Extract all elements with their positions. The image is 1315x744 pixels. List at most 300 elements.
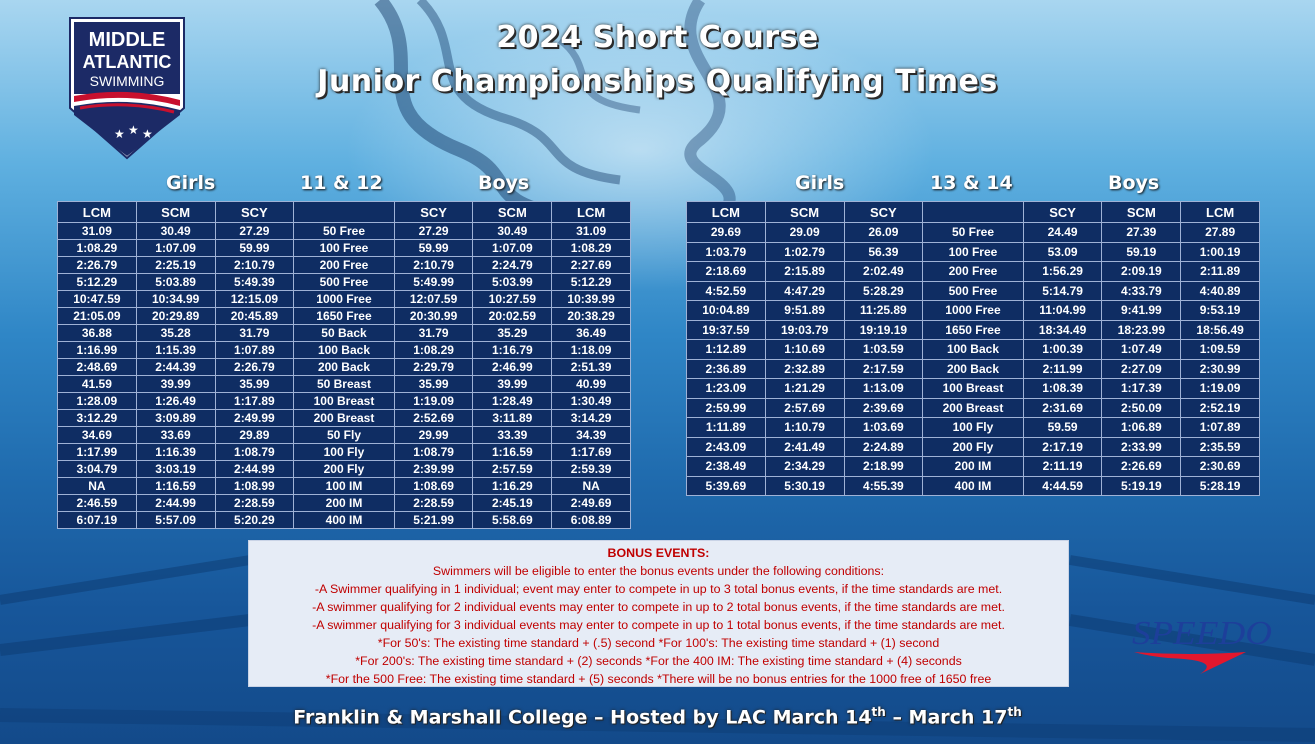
table-row: [58, 240, 631, 257]
age-label-11-12: 11 & 12: [300, 172, 383, 194]
time-cell: 20:02.59: [473, 308, 552, 325]
table-row: [687, 379, 1260, 399]
event-name-cell: 200 Breast: [294, 410, 394, 427]
time-cell: 2:27.09: [1102, 359, 1181, 379]
time-cell: 4:40.89: [1181, 281, 1260, 301]
time-cell: 31.09: [58, 223, 137, 240]
time-cell: 1:07.89: [215, 342, 294, 359]
bonus-line: *For 50's: The existing time standard + (.5) second *For 100's: The existing time standard + (1) second: [377, 636, 940, 650]
time-cell: 6:08.89: [552, 512, 631, 529]
svg-text:★: ★: [128, 123, 139, 137]
event-name-cell: 200 IM: [923, 457, 1023, 477]
time-cell: 5:57.09: [136, 512, 215, 529]
time-cell: 1:00.39: [1023, 340, 1102, 360]
time-cell: 1:16.79: [473, 342, 552, 359]
bonus-heading: BONUS EVENTS:: [607, 546, 710, 560]
time-cell: 10:47.59: [58, 291, 137, 308]
time-cell: 2:46.59: [58, 495, 137, 512]
column-header: SCM: [765, 202, 844, 223]
time-cell: 36.88: [58, 325, 137, 342]
time-cell: 2:24.89: [844, 437, 923, 457]
time-cell: 2:11.89: [1181, 262, 1260, 282]
time-cell: 19:19.19: [844, 320, 923, 340]
time-cell: 12:07.59: [394, 291, 473, 308]
time-cell: NA: [552, 478, 631, 495]
bonus-line: -A swimmer qualifying for 2 individual events may enter to compete in up to 2 total bonus events, if the time standards are met.: [312, 600, 1005, 614]
time-cell: 18:56.49: [1181, 320, 1260, 340]
time-cell: 2:30.99: [1181, 359, 1260, 379]
time-cell: 35.99: [215, 376, 294, 393]
time-cell: 1:13.09: [844, 379, 923, 399]
time-cell: 5:28.29: [844, 281, 923, 301]
table-row: [687, 281, 1260, 301]
time-cell: 1:23.09: [687, 379, 766, 399]
time-cell: 3:09.89: [136, 410, 215, 427]
time-cell: 10:34.99: [136, 291, 215, 308]
time-cell: 2:39.99: [394, 461, 473, 478]
time-cell: 10:39.99: [552, 291, 631, 308]
time-cell: 1:15.39: [136, 342, 215, 359]
table-row: [687, 437, 1260, 457]
time-cell: 1:17.99: [58, 444, 137, 461]
time-cell: 2:31.69: [1023, 398, 1102, 418]
time-cell: 35.28: [136, 325, 215, 342]
event-name-cell: 100 IM: [294, 478, 394, 495]
event-name-cell: 200 Free: [294, 257, 394, 274]
time-cell: 1:08.69: [394, 478, 473, 495]
time-cell: 2:44.39: [136, 359, 215, 376]
time-cell: 2:18.99: [844, 457, 923, 477]
page-title-line1: 2024 Short Course: [496, 20, 819, 55]
time-cell: 2:45.19: [473, 495, 552, 512]
time-cell: 2:52.19: [1181, 398, 1260, 418]
time-cell: 5:12.29: [552, 274, 631, 291]
time-cell: 5:21.99: [394, 512, 473, 529]
column-header: SCY: [215, 202, 294, 223]
event-name-cell: 1650 Free: [294, 308, 394, 325]
time-cell: 5:39.69: [687, 476, 766, 496]
time-cell: 2:25.19: [136, 257, 215, 274]
event-name-cell: 50 Free: [294, 223, 394, 240]
bonus-line: *For the 500 Free: The existing time standard + (5) seconds *There will be no bonus entries for the 1000 free of 1650 free: [325, 672, 992, 686]
table-row: [687, 320, 1260, 340]
time-cell: 1:08.79: [394, 444, 473, 461]
time-cell: 1:03.79: [687, 242, 766, 262]
column-header: LCM: [687, 202, 766, 223]
time-cell: 1:19.09: [394, 393, 473, 410]
time-cell: 1:06.89: [1102, 418, 1181, 438]
table-row: [58, 291, 631, 308]
bonus-line: Swimmers will be eligible to enter the bonus events under the following conditions:: [432, 564, 885, 578]
time-cell: 2:32.89: [765, 359, 844, 379]
table-row: [58, 461, 631, 478]
time-cell: 59.19: [1102, 242, 1181, 262]
table-row: [58, 257, 631, 274]
time-cell: 10:04.89: [687, 301, 766, 321]
time-cell: NA: [58, 478, 137, 495]
time-cell: 2:15.89: [765, 262, 844, 282]
time-cell: 6:07.19: [58, 512, 137, 529]
time-cell: 18:34.49: [1023, 320, 1102, 340]
time-cell: 2:49.69: [552, 495, 631, 512]
event-name-cell: 50 Free: [923, 223, 1023, 243]
time-cell: 1:08.29: [552, 240, 631, 257]
time-cell: 20:30.99: [394, 308, 473, 325]
event-name-cell: 100 Free: [923, 242, 1023, 262]
time-cell: 2:29.79: [394, 359, 473, 376]
footer-part2: – March 17: [885, 706, 1008, 729]
time-cell: 31.79: [215, 325, 294, 342]
time-cell: 1:28.49: [473, 393, 552, 410]
time-cell: 5:12.29: [58, 274, 137, 291]
time-cell: 3:14.29: [552, 410, 631, 427]
table-row: [58, 410, 631, 427]
time-cell: 29.89: [215, 427, 294, 444]
time-cell: 2:11.19: [1023, 457, 1102, 477]
time-cell: 2:17.59: [844, 359, 923, 379]
time-cell: 2:48.69: [58, 359, 137, 376]
table-row: [58, 325, 631, 342]
table-header-row: [687, 202, 1260, 223]
column-header: SCY: [1023, 202, 1102, 223]
time-cell: 27.39: [1102, 223, 1181, 243]
time-cell: 1:56.29: [1023, 262, 1102, 282]
table-row: [687, 398, 1260, 418]
event-name-cell: 200 Free: [923, 262, 1023, 282]
table-row: [687, 418, 1260, 438]
time-cell: 5:49.99: [394, 274, 473, 291]
time-cell: 11:25.89: [844, 301, 923, 321]
column-header: SCM: [136, 202, 215, 223]
time-cell: 2:44.99: [136, 495, 215, 512]
boys-label-13-14: Boys: [1108, 172, 1160, 194]
time-cell: 2:59.39: [552, 461, 631, 478]
time-cell: 29.09: [765, 223, 844, 243]
table-row: [687, 223, 1260, 243]
time-cell: 2:18.69: [687, 262, 766, 282]
girls-label-11-12: Girls: [166, 172, 216, 194]
time-cell: 2:11.99: [1023, 359, 1102, 379]
age-label-13-14: 13 & 14: [930, 172, 1013, 194]
time-cell: 2:30.69: [1181, 457, 1260, 477]
time-cell: 1:07.09: [136, 240, 215, 257]
event-name-cell: 100 Free: [294, 240, 394, 257]
time-cell: 1:16.59: [136, 478, 215, 495]
event-name-cell: 200 Fly: [923, 437, 1023, 457]
time-cell: 1:18.09: [552, 342, 631, 359]
time-cell: 5:20.29: [215, 512, 294, 529]
time-cell: 2:33.99: [1102, 437, 1181, 457]
time-cell: 2:59.99: [687, 398, 766, 418]
time-cell: 3:03.19: [136, 461, 215, 478]
table-row: [58, 359, 631, 376]
time-cell: 5:19.19: [1102, 476, 1181, 496]
time-cell: 19:37.59: [687, 320, 766, 340]
time-cell: 1:16.29: [473, 478, 552, 495]
time-cell: 59.99: [215, 240, 294, 257]
time-cell: 3:12.29: [58, 410, 137, 427]
time-cell: 41.59: [58, 376, 137, 393]
time-cell: 1:08.39: [1023, 379, 1102, 399]
time-cell: 2:28.59: [394, 495, 473, 512]
column-header: SCY: [394, 202, 473, 223]
time-cell: 2:26.69: [1102, 457, 1181, 477]
time-cell: 2:57.59: [473, 461, 552, 478]
time-cell: 2:34.29: [765, 457, 844, 477]
table-row: [687, 242, 1260, 262]
table-row: [58, 393, 631, 410]
time-cell: 2:35.59: [1181, 437, 1260, 457]
time-cell: 2:26.79: [58, 257, 137, 274]
time-cell: 1:02.79: [765, 242, 844, 262]
time-cell: 31.09: [552, 223, 631, 240]
bonus-line: -A swimmer qualifying for 3 individual events may enter to compete in up to 1 total bonus events, if the time standards are met.: [312, 618, 1005, 632]
time-cell: 21:05.09: [58, 308, 137, 325]
time-cell: 2:26.79: [215, 359, 294, 376]
time-cell: 2:10.79: [215, 257, 294, 274]
event-name-cell: 400 IM: [923, 476, 1023, 496]
time-cell: 4:52.59: [687, 281, 766, 301]
time-cell: 2:52.69: [394, 410, 473, 427]
time-cell: 1:07.89: [1181, 418, 1260, 438]
time-cell: 20:45.89: [215, 308, 294, 325]
footer-part1: Franklin & Marshall College – Hosted by LAC March 14: [293, 706, 872, 729]
time-cell: 27.29: [394, 223, 473, 240]
time-cell: 1:08.99: [215, 478, 294, 495]
event-name-cell: 200 Breast: [923, 398, 1023, 418]
column-header: LCM: [58, 202, 137, 223]
time-cell: 35.99: [394, 376, 473, 393]
time-cell: 2:46.99: [473, 359, 552, 376]
time-cell: 1:26.49: [136, 393, 215, 410]
time-cell: 1:30.49: [552, 393, 631, 410]
time-cell: 1:19.09: [1181, 379, 1260, 399]
time-cell: 1:28.09: [58, 393, 137, 410]
time-cell: 1:03.59: [844, 340, 923, 360]
time-cell: 5:03.89: [136, 274, 215, 291]
time-cell: 2:43.09: [687, 437, 766, 457]
time-cell: 1:08.29: [58, 240, 137, 257]
time-cell: 31.79: [394, 325, 473, 342]
time-cell: 5:28.19: [1181, 476, 1260, 496]
boys-label-11-12: Boys: [478, 172, 530, 194]
logo-line2: ATLANTIC: [82, 52, 172, 72]
svg-text:★: ★: [142, 127, 153, 141]
table-row: [58, 376, 631, 393]
time-cell: 56.39: [844, 242, 923, 262]
time-cell: 26.09: [844, 223, 923, 243]
time-cell: 1:09.59: [1181, 340, 1260, 360]
table-header-row: [58, 202, 631, 223]
event-name-cell: 100 Back: [923, 340, 1023, 360]
time-cell: 20:38.29: [552, 308, 631, 325]
time-cell: 2:09.19: [1102, 262, 1181, 282]
column-header: LCM: [1181, 202, 1260, 223]
time-cell: 2:10.79: [394, 257, 473, 274]
time-cell: 1:07.49: [1102, 340, 1181, 360]
table-row: [58, 274, 631, 291]
time-cell: 1:00.19: [1181, 242, 1260, 262]
table-row: [687, 262, 1260, 282]
time-cell: 27.89: [1181, 223, 1260, 243]
time-cell: 20:29.89: [136, 308, 215, 325]
table-row: [687, 301, 1260, 321]
event-name-cell: 200 Back: [923, 359, 1023, 379]
time-cell: 27.29: [215, 223, 294, 240]
speedo-boomerang-icon: [1134, 652, 1246, 674]
event-name-cell: 100 Fly: [294, 444, 394, 461]
qualifying-times-table-11-12: [57, 201, 631, 529]
time-cell: 5:03.99: [473, 274, 552, 291]
time-cell: 24.49: [1023, 223, 1102, 243]
column-header: SCM: [473, 202, 552, 223]
time-cell: 5:58.69: [473, 512, 552, 529]
time-cell: 1:17.89: [215, 393, 294, 410]
footer-venue: [0, 705, 1315, 728]
time-cell: 2:27.69: [552, 257, 631, 274]
column-header: LCM: [552, 202, 631, 223]
time-cell: 2:36.89: [687, 359, 766, 379]
time-cell: 1:17.39: [1102, 379, 1181, 399]
table-row: [58, 444, 631, 461]
time-cell: 2:57.69: [765, 398, 844, 418]
time-cell: 34.69: [58, 427, 137, 444]
time-cell: 1:08.79: [215, 444, 294, 461]
footer-sup1: th: [871, 705, 886, 719]
column-header: [923, 202, 1023, 223]
time-cell: 40.99: [552, 376, 631, 393]
time-cell: 5:49.39: [215, 274, 294, 291]
time-cell: 1:17.69: [552, 444, 631, 461]
time-cell: 5:30.19: [765, 476, 844, 496]
time-cell: 2:28.59: [215, 495, 294, 512]
time-cell: 2:44.99: [215, 461, 294, 478]
time-cell: 2:51.39: [552, 359, 631, 376]
event-name-cell: 400 IM: [294, 512, 394, 529]
table-row: [58, 223, 631, 240]
time-cell: 4:55.39: [844, 476, 923, 496]
speedo-wordmark: SPEEDO: [1132, 615, 1272, 652]
bonus-line: *For 200's: The existing time standard + (2) seconds *For the 400 IM: The existing time standard + (4) seconds: [355, 654, 962, 668]
time-cell: 2:17.19: [1023, 437, 1102, 457]
speedo-logo: [1128, 612, 1278, 692]
table-row: [687, 359, 1260, 379]
time-cell: 59.59: [1023, 418, 1102, 438]
time-cell: 36.49: [552, 325, 631, 342]
time-cell: 35.29: [473, 325, 552, 342]
page-title-line2: Junior Championships Qualifying Times: [317, 64, 998, 99]
time-cell: 1:08.29: [394, 342, 473, 359]
time-cell: 4:47.29: [765, 281, 844, 301]
bonus-line: -A Swimmer qualifying in 1 individual; event may enter to compete in up to 3 total bonus events, if the time standards are met.: [314, 582, 1003, 596]
time-cell: 33.69: [136, 427, 215, 444]
event-name-cell: 200 Back: [294, 359, 394, 376]
logo-line3: SWIMMING: [89, 73, 165, 89]
time-cell: 18:23.99: [1102, 320, 1181, 340]
time-cell: 29.69: [687, 223, 766, 243]
svg-text:★: ★: [114, 127, 125, 141]
table-row: [58, 512, 631, 529]
event-name-cell: 50 Breast: [294, 376, 394, 393]
event-name-cell: 1000 Free: [294, 291, 394, 308]
time-cell: 9:51.89: [765, 301, 844, 321]
time-cell: 2:24.79: [473, 257, 552, 274]
time-cell: 1:11.89: [687, 418, 766, 438]
time-cell: 1:16.99: [58, 342, 137, 359]
time-cell: 2:38.49: [687, 457, 766, 477]
time-cell: 9:53.19: [1181, 301, 1260, 321]
column-header: [294, 202, 394, 223]
time-cell: 3:11.89: [473, 410, 552, 427]
time-cell: 4:44.59: [1023, 476, 1102, 496]
column-header: SCM: [1102, 202, 1181, 223]
table-row: [58, 308, 631, 325]
time-cell: 39.99: [473, 376, 552, 393]
time-cell: 5:14.79: [1023, 281, 1102, 301]
event-name-cell: 1650 Free: [923, 320, 1023, 340]
time-cell: 1:10.79: [765, 418, 844, 438]
table-row: [58, 495, 631, 512]
qualifying-times-table-13-14: [686, 201, 1260, 496]
time-cell: 1:16.59: [473, 444, 552, 461]
table-row: [687, 457, 1260, 477]
event-name-cell: 50 Back: [294, 325, 394, 342]
event-name-cell: 100 Back: [294, 342, 394, 359]
time-cell: 19:03.79: [765, 320, 844, 340]
table-row: [58, 478, 631, 495]
time-cell: 33.39: [473, 427, 552, 444]
table-row: [687, 340, 1260, 360]
event-name-cell: 200 IM: [294, 495, 394, 512]
time-cell: 3:04.79: [58, 461, 137, 478]
time-cell: 9:41.99: [1102, 301, 1181, 321]
table-row: [687, 476, 1260, 496]
time-cell: 12:15.09: [215, 291, 294, 308]
time-cell: 34.39: [552, 427, 631, 444]
footer-sup2: th: [1007, 705, 1022, 719]
time-cell: 1:21.29: [765, 379, 844, 399]
time-cell: 53.09: [1023, 242, 1102, 262]
time-cell: 1:16.39: [136, 444, 215, 461]
event-name-cell: 500 Free: [923, 281, 1023, 301]
column-header: SCY: [844, 202, 923, 223]
event-name-cell: 1000 Free: [923, 301, 1023, 321]
time-cell: 1:07.09: [473, 240, 552, 257]
time-cell: 2:49.99: [215, 410, 294, 427]
time-cell: 1:12.89: [687, 340, 766, 360]
time-cell: 30.49: [136, 223, 215, 240]
table-row: [58, 427, 631, 444]
time-cell: 1:10.69: [765, 340, 844, 360]
time-cell: 1:03.69: [844, 418, 923, 438]
bonus-events-box: [248, 540, 1069, 687]
time-cell: 4:33.79: [1102, 281, 1181, 301]
event-name-cell: 200 Fly: [294, 461, 394, 478]
time-cell: 39.99: [136, 376, 215, 393]
event-name-cell: 50 Fly: [294, 427, 394, 444]
time-cell: 2:02.49: [844, 262, 923, 282]
event-name-cell: 100 Breast: [923, 379, 1023, 399]
time-cell: 11:04.99: [1023, 301, 1102, 321]
time-cell: 30.49: [473, 223, 552, 240]
girls-label-13-14: Girls: [795, 172, 845, 194]
time-cell: 2:41.49: [765, 437, 844, 457]
logo-line1: MIDDLE: [88, 29, 166, 51]
event-name-cell: 100 Fly: [923, 418, 1023, 438]
table-row: [58, 342, 631, 359]
time-cell: 59.99: [394, 240, 473, 257]
event-name-cell: 100 Breast: [294, 393, 394, 410]
